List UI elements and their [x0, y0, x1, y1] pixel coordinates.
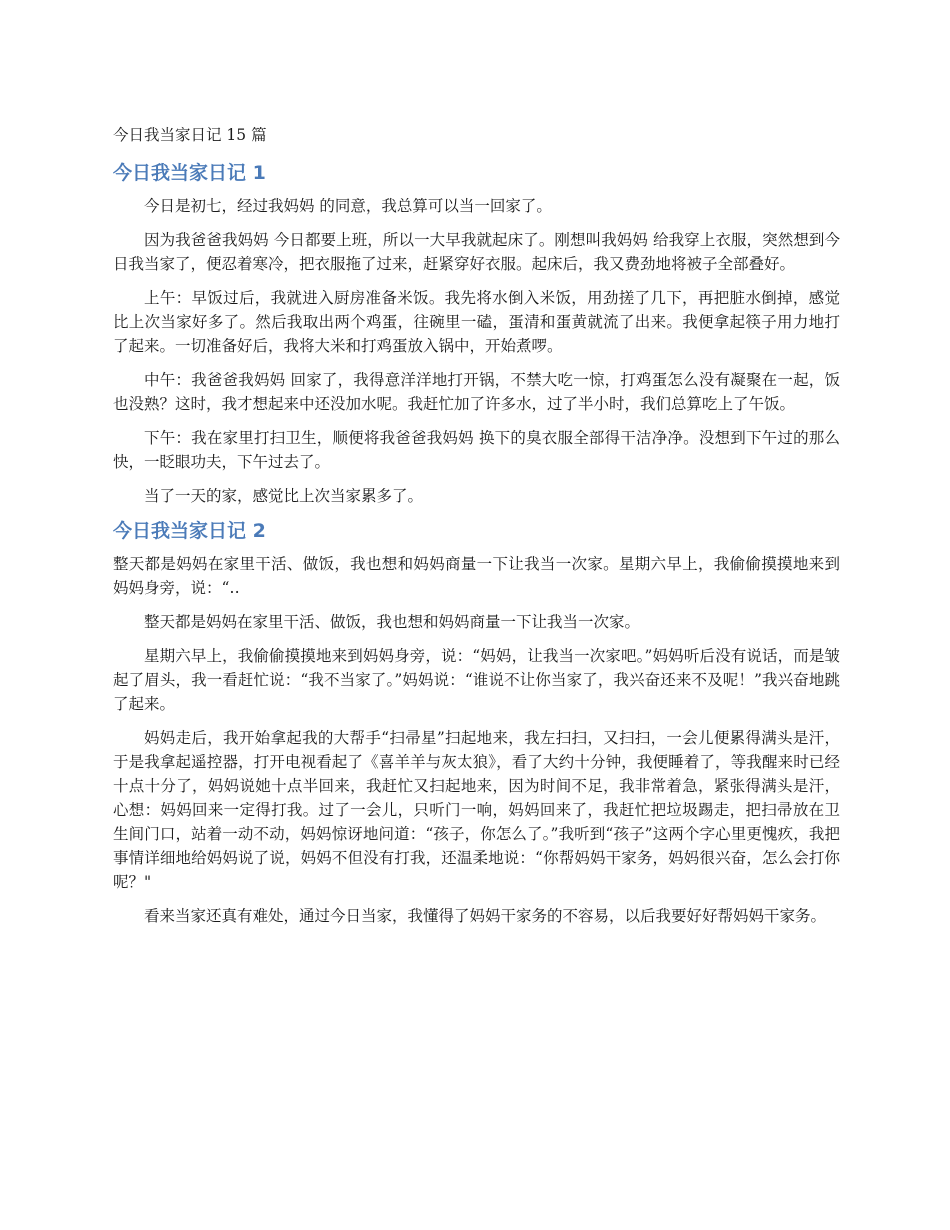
- paragraph: 今日是初七，经过我妈妈 的同意，我总算可以当一回家了。: [144, 197, 552, 215]
- diary-section-1: [113, 160, 840, 508]
- paragraph: 中午：我爸爸我妈妈 回家了，我得意洋洋地打开锅，不禁大吃一惊，打鸡蛋怎么没有凝聚在一起，饭也没熟？这时，我才想起来中还没加水呢。我赶忙加了许多水，过了半小时，我们总算吃上了午饭。: [113, 371, 840, 413]
- paragraph: 整天都是妈妈在家里干活、做饭，我也想和妈妈商量一下让我当一次家。: [144, 613, 641, 631]
- paragraph: 妈妈走后，我开始拿起我的大帮手“扫帚星”扫起地来，我左扫扫，又扫扫，一会儿便累得满头是汗，于是我拿起遥控器，打开电视看起了《喜羊羊与灰太狼》，看了大约十分钟，我便睡着了，等我醒来时已经十点十分了，妈妈说她十点半回来，我赶忙又扫起地来，因为时间不足，我非常着急，紧张得满头是汗，心想：妈妈回来一定得打我。过了一会儿，只听门一响，妈妈回来了，我赶忙把垃圾踢走，把扫帚放在卫生间门口，站着一动不动，妈妈惊讶地问道：“孩子，你怎么了。”我听到“孩子”这两个字心里更愧疚，我把事情详细地给妈妈说了说，妈妈不但没有打我，还温柔地说：“你帮妈妈干家务，妈妈很兴奋，怎么会打你呢？": [113, 729, 840, 891]
- diary-section-2: [113, 518, 840, 928]
- paragraph: 当了一天的家，感觉比上次当家累多了。: [144, 487, 424, 505]
- section-heading: 今日我当家日记 1: [113, 162, 266, 184]
- document-title: 今日我当家日记 15 篇: [113, 126, 267, 144]
- section-heading: 今日我当家日记 2: [113, 520, 266, 542]
- paragraph: 看来当家还真有难处，通过今日当家，我懂得了妈妈干家务的不容易，以后我要好好帮妈妈干家务。: [144, 907, 827, 925]
- paragraph: 星期六早上，我偷偷摸摸地来到妈妈身旁，说：“妈妈，让我当一次家吧。”妈妈听后没有说话，而是皱起了眉头，我一看赶忙说：“我不当家了。”妈妈说：“谁说不让你当家了，我兴奋还来不及呢！”我兴奋地跳了起来。: [113, 647, 840, 713]
- lead-paragraph: 整天都是妈妈在家里干活、做饭，我也想和妈妈商量一下让我当一次家。星期六早上，我偷偷摸摸地来到妈妈身旁，说：“‥: [113, 555, 840, 597]
- paragraph: 因为我爸爸我妈妈 今日都要上班，所以一大早我就起床了。刚想叫我妈妈 给我穿上衣服，突然想到今日我当家了，便忍着寒冷，把衣服拖了过来，赶紧穿好衣服。起床后，我又费劲地将被子全部叠好。: [113, 231, 840, 273]
- paragraph: 上午：早饭过后，我就进入厨房准备米饭。我先将水倒入米饭，用劲搓了几下，再把脏水倒掉，感觉比上次当家好多了。然后我取出两个鸡蛋，往碗里一磕，蛋清和蛋黄就流了出来。我便拿起筷子用力地打了起来。一切准备好后，我将大米和打鸡蛋放入锅中，开始煮啰。: [113, 289, 840, 355]
- document-page: [113, 124, 840, 938]
- paragraph: 下午：我在家里打扫卫生，顺便将我爸爸我妈妈 换下的臭衣服全部得干洁净净。没想到下午过的那么快，一眨眼功夫，下午过去了。: [113, 429, 840, 471]
